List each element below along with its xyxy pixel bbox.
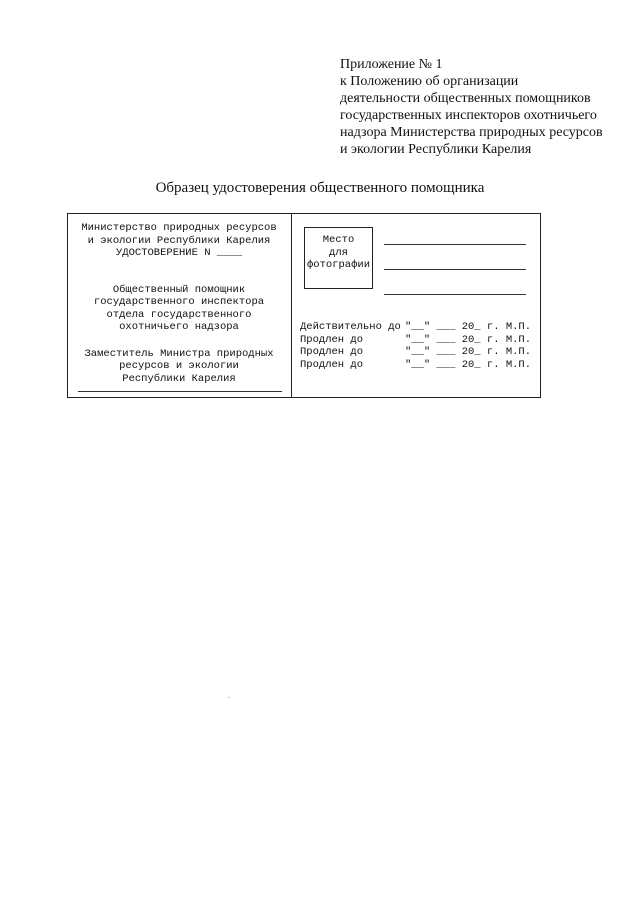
appendix-line: деятельности общественных помощников [340,91,591,106]
blank-field-line [384,269,526,270]
photo-label-line: Место [322,234,355,246]
photo-placeholder [304,227,373,289]
validity-label: Продлен до [300,333,364,346]
certificate-number: УДОСТОВЕРЕНИЕ N ____ [115,247,243,259]
validity-date: "__" ___ 20_ г. М.П. [405,321,532,333]
validity-row [300,359,540,372]
validity-date: "__" ___ 20_ г. М.П. [405,358,532,371]
appendix-line: государственных инспекторов охотничьего [340,108,597,123]
appendix-line: надзора Министерства природных ресурсов [340,125,603,140]
blank-field-line [384,294,526,295]
validity-label: Продлен до [300,346,364,358]
validity-label: Действительно до [300,321,401,333]
position-line: отдела государственного [106,308,252,321]
validity-date: "__" ___ 20_ г. М.П. [405,333,532,346]
photo-label-line: для [329,246,348,259]
card-left-panel [72,222,286,385]
appendix-line: к Положению об организации [340,74,519,89]
document-title: Образец удостоверения общественного помощника [155,180,485,196]
validity-date: "__" ___ 20_ г. М.П. [405,346,532,358]
signer-line: Заместитель Министра природных [84,347,274,360]
blank-field-line [384,244,526,245]
validity-row [300,346,540,359]
position-line: охотничьего надзора [119,321,239,333]
stray-mark: . [228,691,230,700]
signer-line: ресурсов и экологии [119,360,239,372]
appendix-line: и экологии Республики Карелия [340,142,532,157]
position-block [72,284,286,334]
photo-label-line: фотографии [306,259,370,271]
validity-table [300,321,540,371]
issuer-line: Министерство природных ресурсов [81,222,277,234]
validity-label: Продлен до [300,358,364,371]
validity-row [300,334,540,347]
appendix-line: Приложение № 1 [340,57,443,72]
card-divider [291,214,292,397]
signer-block [72,348,286,386]
issuer-block [72,222,286,260]
position-line: Общественный помощник [112,283,246,296]
validity-row [300,321,540,334]
position-line: государственного инспектора [93,296,265,308]
appendix-header [340,56,630,158]
signer-line: Республики Карелия [122,372,236,385]
signature-line [78,391,282,392]
issuer-line: и экологии Республики Карелия [87,234,271,247]
id-card-sample [67,213,541,398]
